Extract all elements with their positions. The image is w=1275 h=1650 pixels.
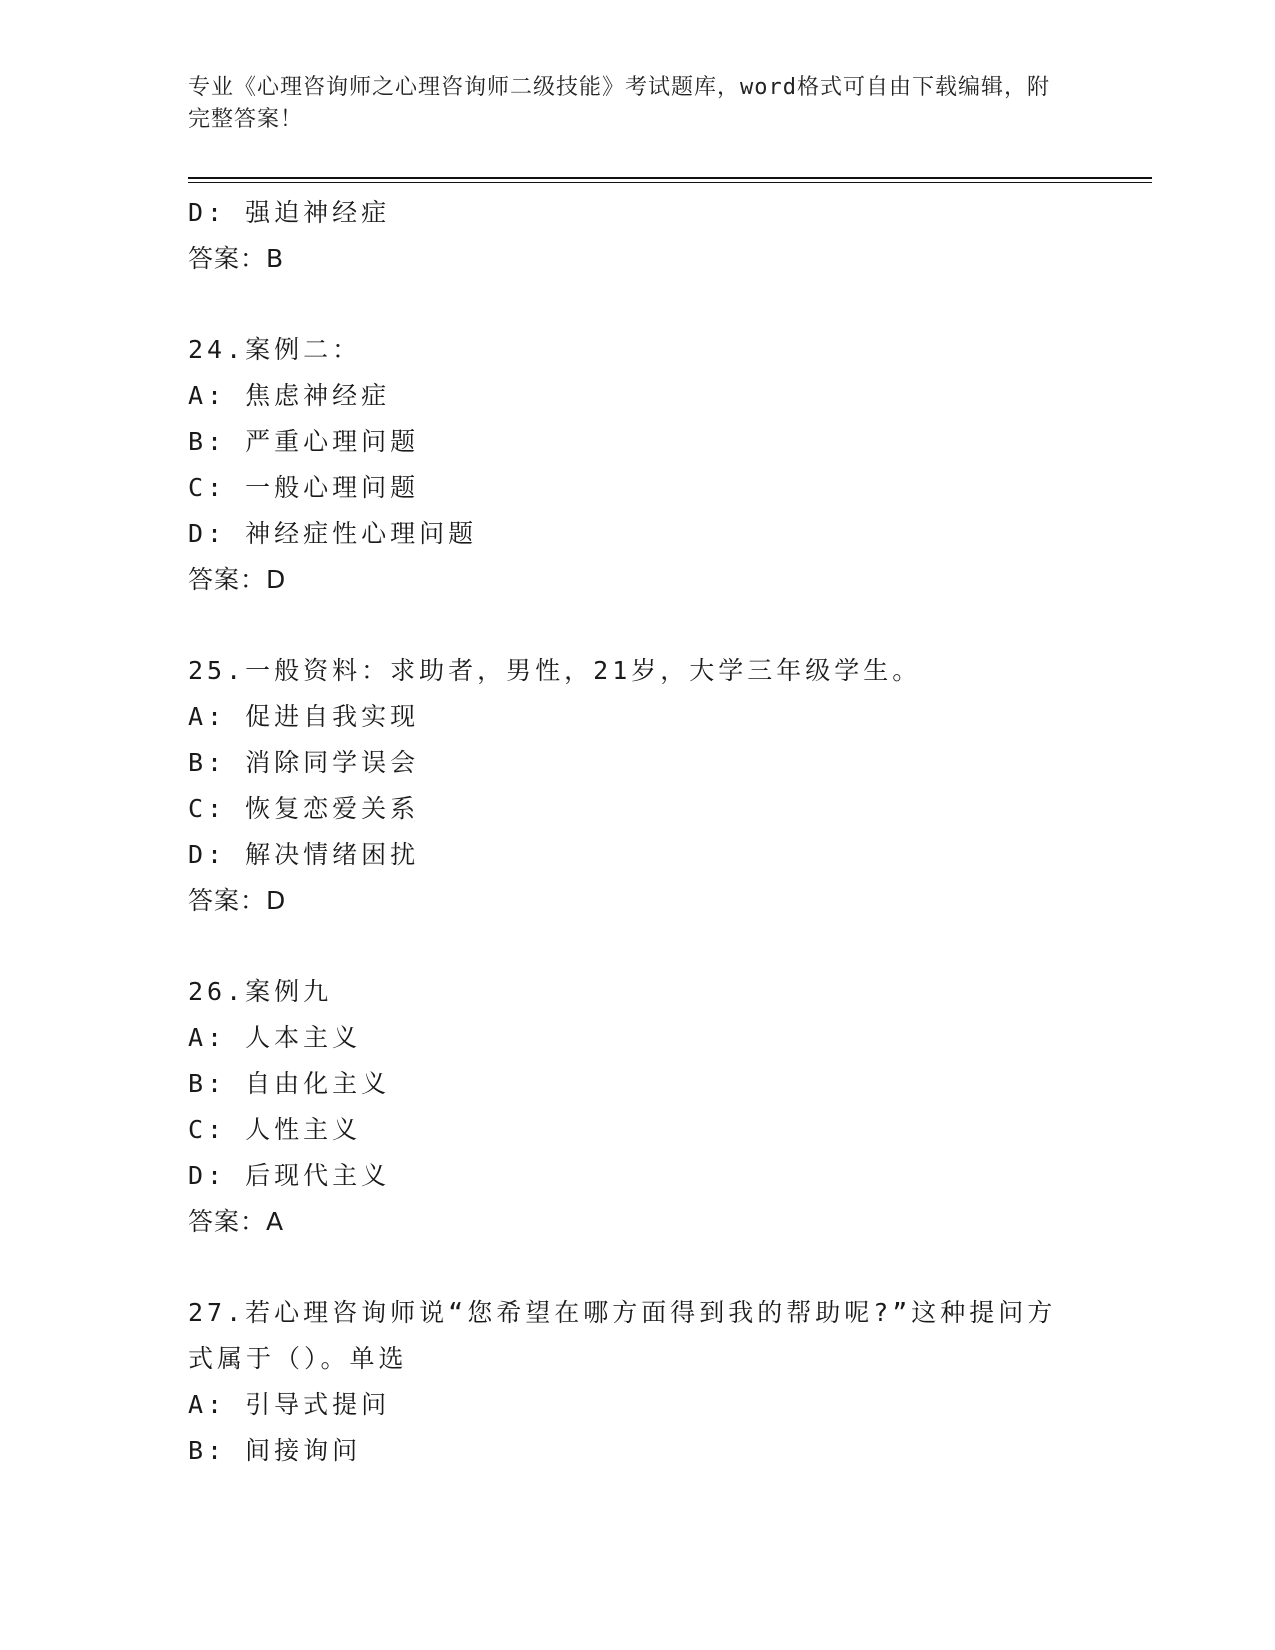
option-a: A: 引导式提问: [188, 1390, 391, 1419]
header-rule-thick: [188, 177, 1152, 179]
question-stem: 27.若心理咨询师说“您希望在哪方面得到我的帮助呢?”这种提问方式属于（）。单选: [188, 1298, 1057, 1373]
question-list: [188, 190, 1088, 1474]
option-a: A: 人本主义: [188, 1023, 362, 1052]
option-d: D: 强迫神经症: [188, 198, 391, 227]
answer-line: 答案：D: [188, 565, 287, 594]
question-stem: 26.案例九: [188, 977, 333, 1006]
option-b: B: 间接询问: [188, 1436, 362, 1465]
option-c: C: 人性主义: [188, 1115, 362, 1144]
option-a: A: 促进自我实现: [188, 702, 420, 731]
option-b: B: 自由化主义: [188, 1069, 391, 1098]
option-d: D: 神经症性心理问题: [188, 519, 478, 548]
option-b: B: 消除同学误会: [188, 748, 420, 777]
option-b: B: 严重心理问题: [188, 427, 420, 456]
option-c: C: 恢复恋爱关系: [188, 794, 420, 823]
page-header: 专业《心理咨询师之心理咨询师二级技能》考试题库，word格式可自由下载编辑，附完整答案！: [188, 75, 1050, 132]
answer-line: 答案：B: [188, 244, 285, 273]
answer-line: 答案：D: [188, 886, 287, 915]
option-d: D: 解决情绪困扰: [188, 840, 420, 869]
header-rule-thin: [188, 182, 1152, 183]
option-a: A: 焦虑神经症: [188, 381, 391, 410]
question-stem: 25.一般资料：求助者，男性，21岁，大学三年级学生。: [188, 656, 922, 685]
option-d: D: 后现代主义: [188, 1161, 391, 1190]
question-stem: 24.案例二：: [188, 335, 362, 364]
answer-line: 答案：A: [188, 1207, 285, 1236]
option-c: C: 一般心理问题: [188, 473, 420, 502]
